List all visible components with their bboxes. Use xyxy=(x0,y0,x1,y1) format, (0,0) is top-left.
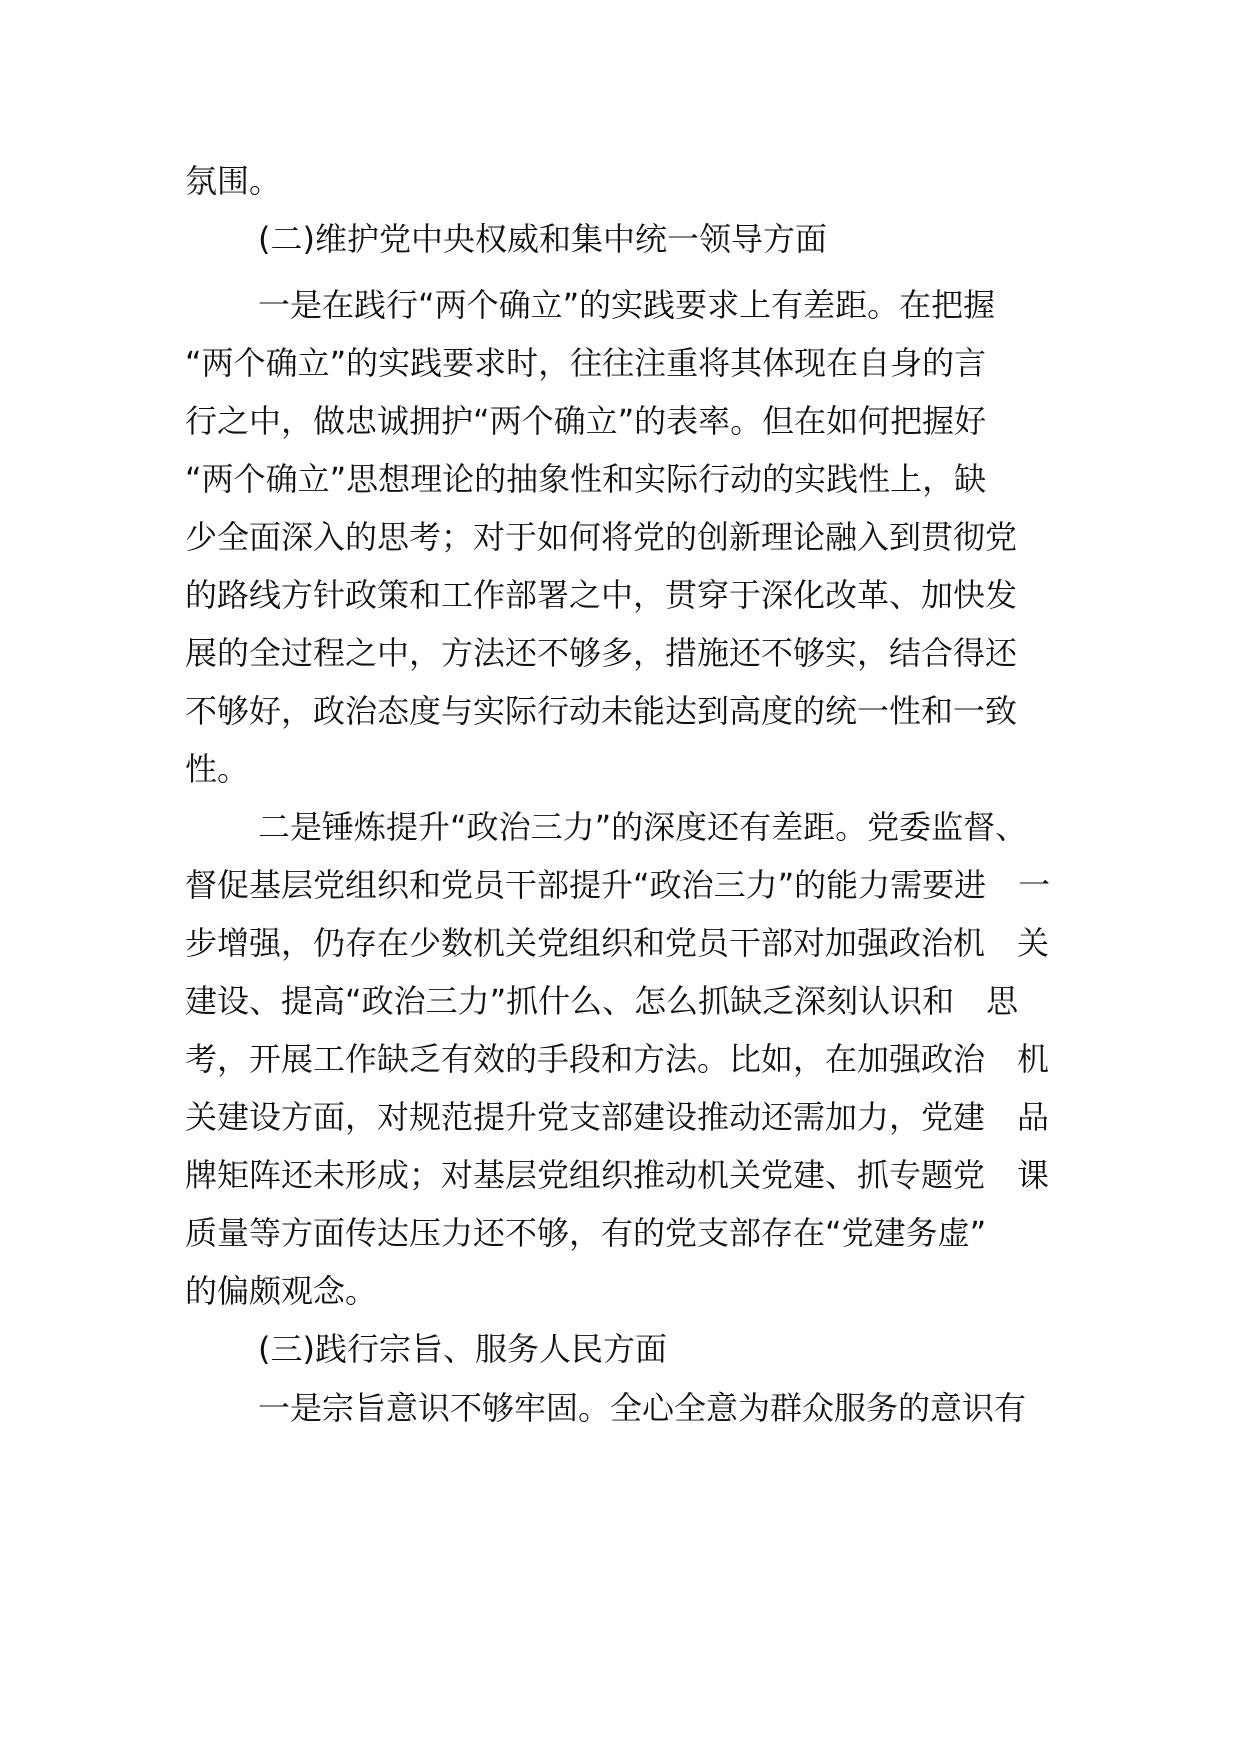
text-line: 不够好，政治态度与实际行动未能达到高度的统一性和一致 xyxy=(185,692,1018,730)
text-line: 二是锤炼提升“政治三力”的深度还有差距。党委监督、 xyxy=(258,808,1028,846)
text-line: 行之中，做忠诚拥护“两个确立”的表率。但在如何把握好 xyxy=(185,402,987,440)
text-line: “两个确立”的实践要求时，往往注重将其体现在自身的言 xyxy=(185,344,987,382)
section-heading-2: (二)维护党中央权威和集中统一领导方面 xyxy=(258,220,827,258)
text-line: 关建设方面，对规范提升党支部建设推动还需加力，党建 品 xyxy=(185,1098,1050,1136)
text-line: 一是在践行“两个确立”的实践要求上有差距。在把握 xyxy=(258,286,996,324)
text-line: 步增强，仍存在少数机关党组织和党员干部对加强政治机 关 xyxy=(185,924,1050,962)
text-line: 性。 xyxy=(185,750,250,788)
text-line: 的偏颇观念。 xyxy=(185,1272,378,1310)
text-line: 督促基层党组织和党员干部提升“政治三力”的能力需要进 一 xyxy=(185,866,1051,904)
text-line: 质量等方面传达压力还不够，有的党支部存在“党建务虚” xyxy=(185,1214,987,1252)
text-line: 少全面深入的思考；对于如何将党的创新理论融入到贯彻党 xyxy=(185,518,1018,556)
text-line: 一是宗旨意识不够牢固。全心全意为群众服务的意识有 xyxy=(258,1389,1027,1427)
text-line: 的路线方针政策和工作部署之中，贯穿于深化改革、加快发 xyxy=(185,576,1018,614)
text-line: 氛围。 xyxy=(185,162,282,200)
text-line: 展的全过程之中，方法还不够多，措施还不够实，结合得还 xyxy=(185,634,1018,672)
text-line: “两个确立”思想理论的抽象性和实际行动的实践性上，缺 xyxy=(185,460,987,498)
text-line: 建设、提高“政治三力”抓什么、怎么抓缺乏深刻认识和 思 xyxy=(185,982,1019,1020)
text-line: 牌矩阵还未形成；对基层党组织推动机关党建、抓专题党 课 xyxy=(185,1156,1050,1194)
text-line: 考，开展工作缺乏有效的手段和方法。比如，在加强政治 机 xyxy=(185,1040,1050,1078)
section-heading-3: (三)践行宗旨、服务人民方面 xyxy=(258,1330,667,1368)
